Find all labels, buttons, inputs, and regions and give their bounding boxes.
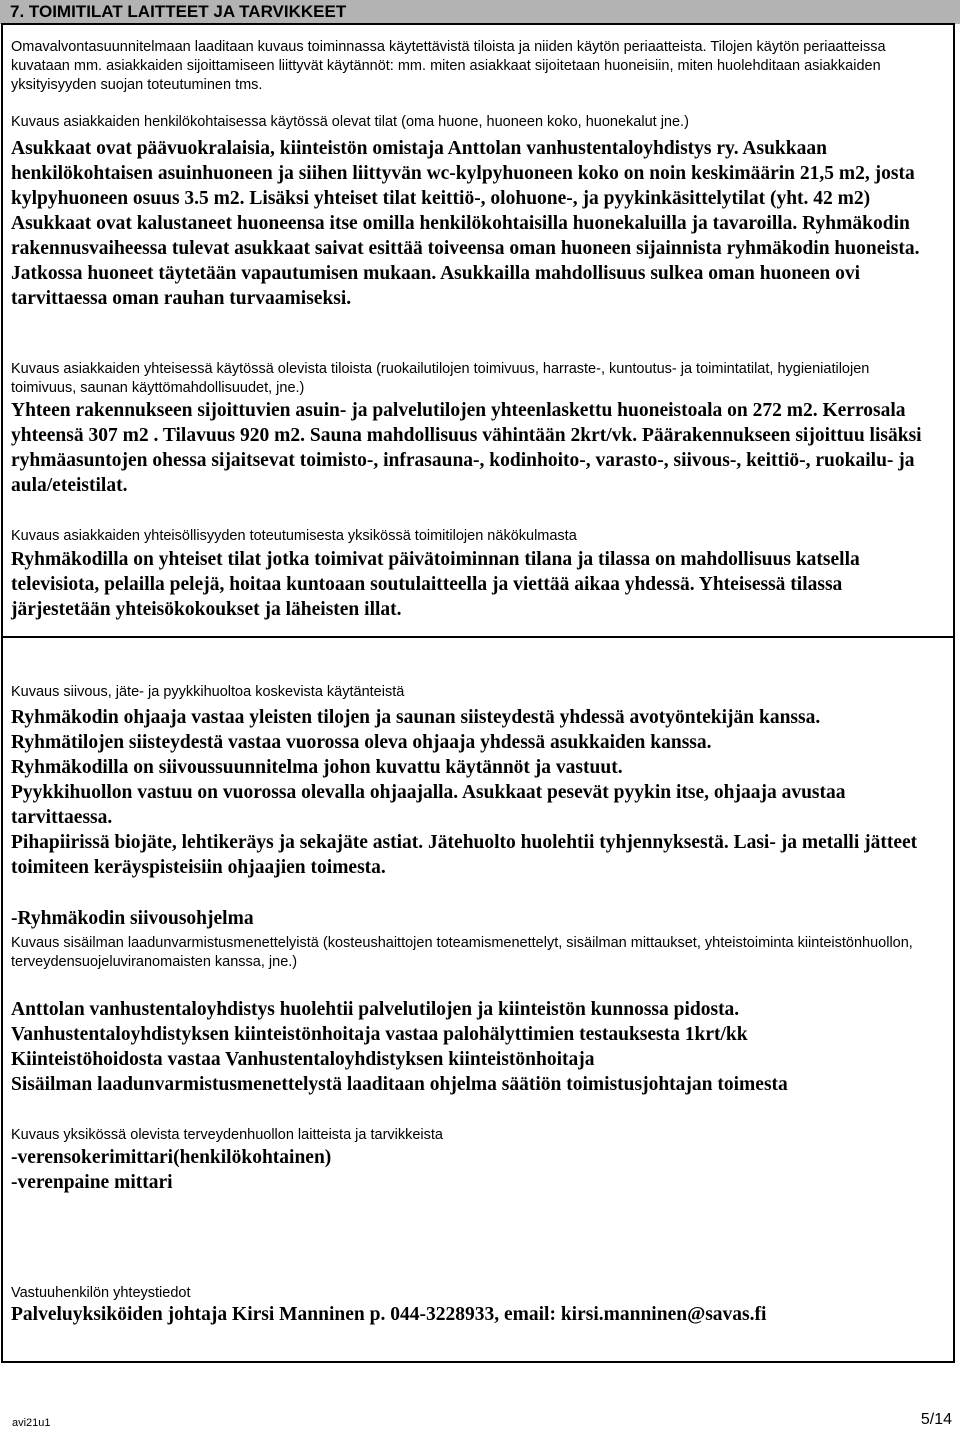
cleaning-plan-item: -Ryhmäkodin siivousohjelma bbox=[11, 908, 254, 929]
indoor-air-line: Sisäilman laadunvarmistusmenettelystä laaditaan ohjelma säätiön toimistusjohtajan toimesta bbox=[11, 1074, 788, 1095]
contact-answer: Palveluyksiköiden johtaja Kirsi Manninen p. 044-3228933, email: kirsi.manninen@savas.fi bbox=[11, 1304, 767, 1325]
section-heading: 7. TOIMITILAT LAITTEET JA TARVIKKEET bbox=[0, 0, 960, 24]
community-answer: Ryhmäkodilla on yhteiset tilat jotka toimivat päivätoiminnan tilana ja tilassa on mahdollisuus katsella televisiota, pelailla pelejä, hoitaa kuntoaan soutulaitteella ja viettää aikaa yhdessä. Yhteisessä tilassa järjestetään yhteisökokoukset ja läheisten illat. bbox=[11, 549, 860, 620]
shared-spaces-label: Kuvaus asiakkaiden yhteisessä käytössä olevista tiloista (ruokailutilojen toimivuus, harraste-, kuntoutus- ja toimintatilat, hygieniatilojen toimivuus, saunan käyttömahdollisuudet, jne.) bbox=[11, 361, 870, 396]
indoor-air-lines bbox=[11, 997, 936, 1097]
devices-label: Kuvaus yksikössä olevista terveydenhuollon laitteista ja tarvikkeista bbox=[11, 1127, 443, 1143]
community-label: Kuvaus asiakkaiden yhteisöllisyyden toteutumisesta yksikössä toimitilojen näkökulmasta bbox=[11, 528, 577, 544]
page-number: 5/14 bbox=[920, 1411, 952, 1428]
indoor-air-label: Kuvaus sisäilman laadunvarmistusmenettelyistä (kosteushaittojen toteamismenettelyt, sisäilman mittaukset, yhteistoiminta kiinteistönhuollon, terveydensuojeluviranomaisten kanssa, jne.) bbox=[11, 935, 913, 970]
indoor-air-line: Anttolan vanhustentaloyhdistys huolehtii palvelutilojen ja kiinteistön kunnossa pidosta. bbox=[11, 999, 740, 1020]
cleaning-line: Pyykkihuollon vastuu on vuorossa olevalla ohjaajalla. Asukkaat pesevät pyykin itse, ohjaaja avustaa tarvittaessa. bbox=[11, 782, 846, 828]
cleaning-lines bbox=[11, 705, 936, 880]
device-item: -verensokerimittari(henkilökohtainen) bbox=[11, 1147, 332, 1168]
indoor-air-line: Vanhustentaloyhdistyksen kiinteistönhoitaja vastaa palohälyttimien testauksesta 1krt/kk bbox=[11, 1024, 748, 1045]
cleaning-line: Ryhmätilojen siisteydestä vastaa vuorossa oleva ohjaaja yhdessä asukkaiden kanssa. bbox=[11, 732, 712, 753]
form-code: avi21u1 bbox=[12, 1417, 51, 1429]
cleaning-line: Pihapiirissä biojäte, lehtikeräys ja sekajäte astiat. Jätehuolto huolehtii tyhjennyksestä. Lasi- ja metalli jätteet toimiteen keräyspisteisiin ohjaajien toimesta. bbox=[11, 832, 918, 878]
personal-spaces-answer: Asukkaat ovat päävuokralaisia, kiinteistön omistaja Anttolan vanhustentaloyhdistys ry. Asukkaan henkilökohtaisen asuinhuoneen ja siihen liittyvän wc-kylpyhuoneen koko on noin keskimäärin 21,5 m2, josta kylpyhuoneen osuus 3.5 m2. Lisäksi yhteiset tilat keittiö-, olohuone-, ja pyykinkäsittelytilat (yht. 42 m2) Asukkaat ovat kalustaneet huoneensa itse omilla henkilökohtaisilla huonekaluilla ja tavaroilla. Ryhmäkodin rakennusvaiheessa tulevat asukkaat saivat esittää toiveensa oman huoneen sijainnista ryhmäkodin huoneista. Jatkossa huoneet täytetään vapautumisen mukaan. Asukkailla mahdollisuus sulkea oman huoneen ovi tarvittaessa oman rauhan turvaamiseksi. bbox=[11, 138, 920, 309]
device-item: -verenpaine mittari bbox=[11, 1172, 173, 1193]
shared-spaces-answer: Yhteen rakennukseen sijoittuvien asuin- ja palvelutilojen yhteenlaskettu huoneistoala on 272 m2. Kerrosala yhteensä 307 m2 . Tilavuus 920 m2. Sauna mahdollisuus vähintään 2krt/vk. Päärakennukseen sijoittuu lisäksi ryhmäasuntojen ohessa sijaitsevat toimisto-, infrasauna-, kodinhoito-, varasto-, siivous-, keittiö-, ruokailu- ja aula/eteistilat. bbox=[11, 400, 922, 496]
cleaning-label: Kuvaus siivous, jäte- ja pyykkihuoltoa koskevista käytänteistä bbox=[11, 684, 405, 700]
personal-spaces-label: Kuvaus asiakkaiden henkilökohtaisessa käytössä olevat tilat (oma huone, huoneen koko, huonekalut jne.) bbox=[11, 114, 689, 130]
section-divider bbox=[3, 636, 953, 638]
devices-lines bbox=[11, 1145, 936, 1195]
indoor-air-line: Kiinteistöhoidosta vastaa Vanhustentaloyhdistyksen kiinteistönhoitaja bbox=[11, 1049, 595, 1070]
intro-text: Omavalvontasuunnitelmaan laaditaan kuvaus toiminnassa käytettävistä tiloista ja niiden käytön periaatteista. Tilojen käytön periaatteissa kuvataan mm. asiakkaiden sijoittamiseen liittyvät käytännöt: mm. miten asiakkaat sijoitetaan huoneisiin, miten huolehditaan asiakkaiden yksityisyyden suojan toteutuminen tms. bbox=[11, 39, 886, 93]
contact-label: Vastuuhenkilön yhteystiedot bbox=[11, 1285, 191, 1301]
cleaning-line: Ryhmäkodin ohjaaja vastaa yleisten tilojen ja saunan siisteydestä yhdessä avotyöntekijän kanssa. bbox=[11, 707, 821, 728]
cleaning-line: Ryhmäkodilla on siivoussuunnitelma johon kuvattu käytännöt ja vastuut. bbox=[11, 757, 623, 778]
